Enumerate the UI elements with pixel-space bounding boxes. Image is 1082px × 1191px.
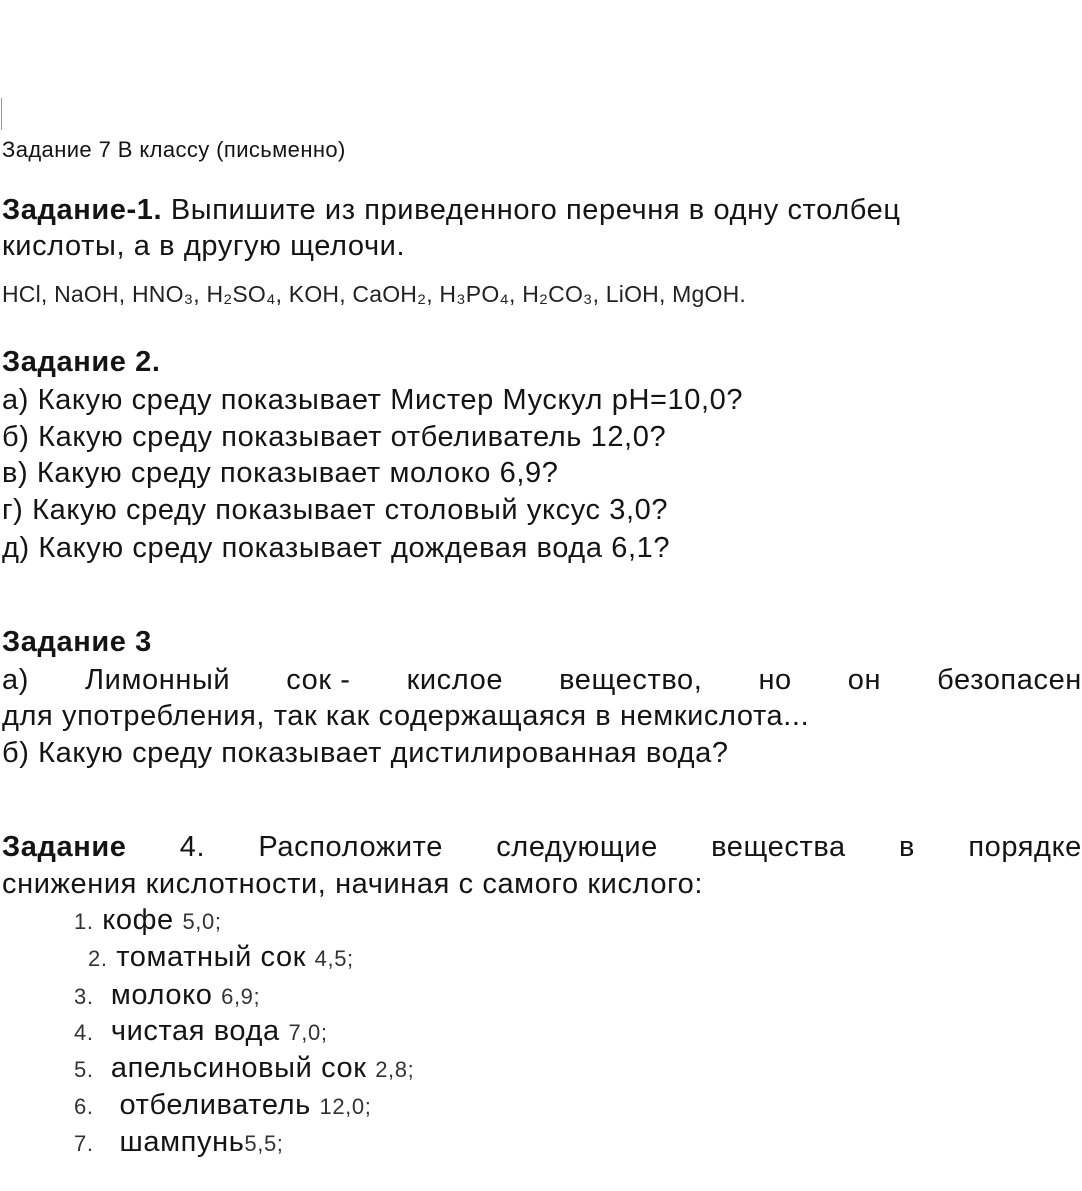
list-item-name: кофе bbox=[102, 904, 174, 936]
page-header: Задание 7 В классу (письменно) bbox=[2, 137, 346, 162]
task4-word: вещества bbox=[711, 831, 846, 863]
list-item-value: 7,0; bbox=[288, 1020, 328, 1045]
list-item-number: 2. bbox=[88, 946, 108, 971]
list-item bbox=[74, 1013, 328, 1051]
list-item-name: отбеливатель bbox=[119, 1089, 311, 1121]
list-item-name: молоко bbox=[110, 979, 213, 1011]
task2-title: Задание 2. bbox=[2, 346, 161, 378]
list-item-number: 6. bbox=[74, 1094, 94, 1119]
task2-item-d: д) Какую среду показывает дождевая вода 6,1? bbox=[2, 532, 671, 564]
task3-a-word: сок - bbox=[286, 664, 351, 696]
task3-a-word: но bbox=[758, 664, 792, 696]
list-item bbox=[74, 1087, 371, 1125]
list-item bbox=[74, 977, 260, 1015]
list-item bbox=[74, 902, 222, 940]
task3-title: Задание 3 bbox=[2, 626, 152, 658]
task1-text1: Выпишите из приведенного перечня в одну столбец bbox=[162, 194, 901, 226]
task1-formulas: HCl, NaOH, HNO₃, H₂SO₄, KOH, CaOH₂, H₃PO₄, H₂CO₃, LiOH, MgOH. bbox=[2, 281, 746, 307]
task1-line1 bbox=[2, 192, 901, 228]
task3-a-word: кислое bbox=[406, 664, 504, 696]
list-item-number: 1. bbox=[74, 909, 94, 934]
list-item-name: томатный сок bbox=[116, 941, 306, 973]
task4-word: Расположите bbox=[258, 831, 443, 863]
task3-a-word: а) bbox=[2, 664, 29, 696]
task3-a-word: он bbox=[847, 664, 882, 696]
task4-word: в bbox=[899, 831, 916, 863]
list-item bbox=[88, 939, 354, 977]
task4-title: Задание bbox=[2, 831, 127, 863]
list-item-value: 5,0; bbox=[182, 909, 222, 934]
list-item-number: 4. bbox=[74, 1020, 94, 1045]
list-item-value: 5,5; bbox=[244, 1131, 284, 1156]
task4-word: порядке bbox=[968, 831, 1082, 863]
task3-item-b: б) Какую среду показывает дистилированная вода? bbox=[2, 737, 729, 769]
list-item-name: чистая вода bbox=[110, 1015, 280, 1047]
task2-item-b: б) Какую среду показывает отбеливатель 12,0? bbox=[2, 421, 667, 453]
task3-a-word: Лимонный bbox=[85, 664, 231, 696]
task4-word: 4. bbox=[179, 831, 206, 863]
list-item-number: 5. bbox=[74, 1057, 94, 1082]
task3-a-word: вещество, bbox=[559, 664, 703, 696]
task4-word: следующие bbox=[496, 831, 658, 863]
list-item bbox=[74, 1050, 414, 1088]
list-item-name: апельсиновый сок bbox=[110, 1052, 367, 1084]
task2-item-g: г) Какую среду показывает столовый уксус 3,0? bbox=[2, 494, 669, 526]
list-item-value: 4,5; bbox=[314, 946, 354, 971]
list-item-value: 2,8; bbox=[375, 1057, 415, 1082]
list-item-number: 7. bbox=[74, 1131, 94, 1156]
task2-item-a: а) Какую среду показывает Мистер Мускул pH=10,0? bbox=[2, 384, 744, 416]
list-item-number: 3. bbox=[74, 984, 94, 1009]
list-item-value: 12,0; bbox=[319, 1094, 372, 1119]
task4-line2: снижения кислотности, начиная с самого кислого: bbox=[2, 868, 704, 900]
task1-line2: кислоты, а в другую щелочи. bbox=[2, 230, 406, 262]
task1-title: Задание-1. bbox=[2, 194, 163, 226]
task2-item-v: в) Какую среду показывает молоко 6,9? bbox=[2, 457, 559, 489]
task3-a-word: безопасен bbox=[937, 664, 1082, 696]
text-cursor bbox=[1, 98, 2, 130]
task3-item-a-line2: для употребления, так как содержащаяся в немкислота... bbox=[2, 700, 810, 732]
list-item-value: 6,9; bbox=[221, 984, 261, 1009]
task3-item-a-line1 bbox=[2, 662, 1082, 698]
list-item bbox=[74, 1124, 284, 1162]
list-item-name: шампунь bbox=[119, 1126, 245, 1158]
task4-line1 bbox=[2, 829, 1082, 865]
